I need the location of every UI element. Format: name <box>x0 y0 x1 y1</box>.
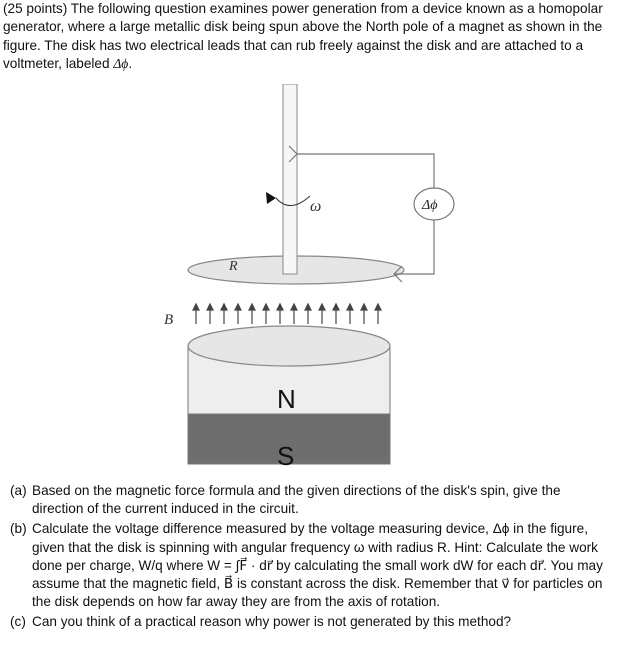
axle <box>283 84 297 274</box>
radius-label: R <box>229 259 238 274</box>
part-b <box>10 520 610 611</box>
part-label: (b) <box>10 521 27 537</box>
part-c <box>10 613 610 631</box>
voltmeter-label: Δϕ <box>422 198 438 213</box>
part-text: Based on the magnetic force formula and the given directions of the disk's spin, give the direction of the current induced in the circuit. <box>32 483 561 517</box>
north-label: N <box>277 384 296 414</box>
field-label: B⃗ <box>164 312 185 328</box>
omega-label: ω <box>310 198 322 215</box>
intro-text: (25 points) The following question examines power generation from a device known as a homopolar generator, where a large metallic disk being spun above the North pole of a magnet as shown in the figure. The disk has two electrical leads that can rub freely against the disk and are attached to a voltmeter, labeled <box>3 1 603 72</box>
question-parts <box>10 482 610 634</box>
part-a <box>10 482 610 518</box>
voltmeter-symbol: Δϕ <box>113 56 129 72</box>
part-text: Can you think of a practical reason why power is not generated by this method? <box>32 614 512 630</box>
part-label: (c) <box>10 614 26 630</box>
magnet-top-face <box>188 326 390 366</box>
homopolar-generator-figure <box>150 84 460 470</box>
south-label: S <box>277 441 295 470</box>
field-arrows <box>193 304 381 324</box>
intro-end: . <box>128 56 133 72</box>
problem-intro <box>3 0 615 74</box>
part-label: (a) <box>10 483 27 498</box>
rotation-arrowhead <box>266 192 276 204</box>
part-text: Calculate the voltage difference measured by the voltage measuring device, Δϕ in the figure, given that the disk is spinning with angular frequency ω with radius R. Hint: Calculate the work done per charge, W/q where W = ∫F⃗ · dr⃗ by calculating the small work dW for each dr⃗. You may assume that the magnetic field, B⃗ is constant across the disk. Remember that v⃗ for particles on the disk depends on how far away they are from the axis of rotation. <box>32 521 603 610</box>
circuit-wire <box>297 154 434 188</box>
